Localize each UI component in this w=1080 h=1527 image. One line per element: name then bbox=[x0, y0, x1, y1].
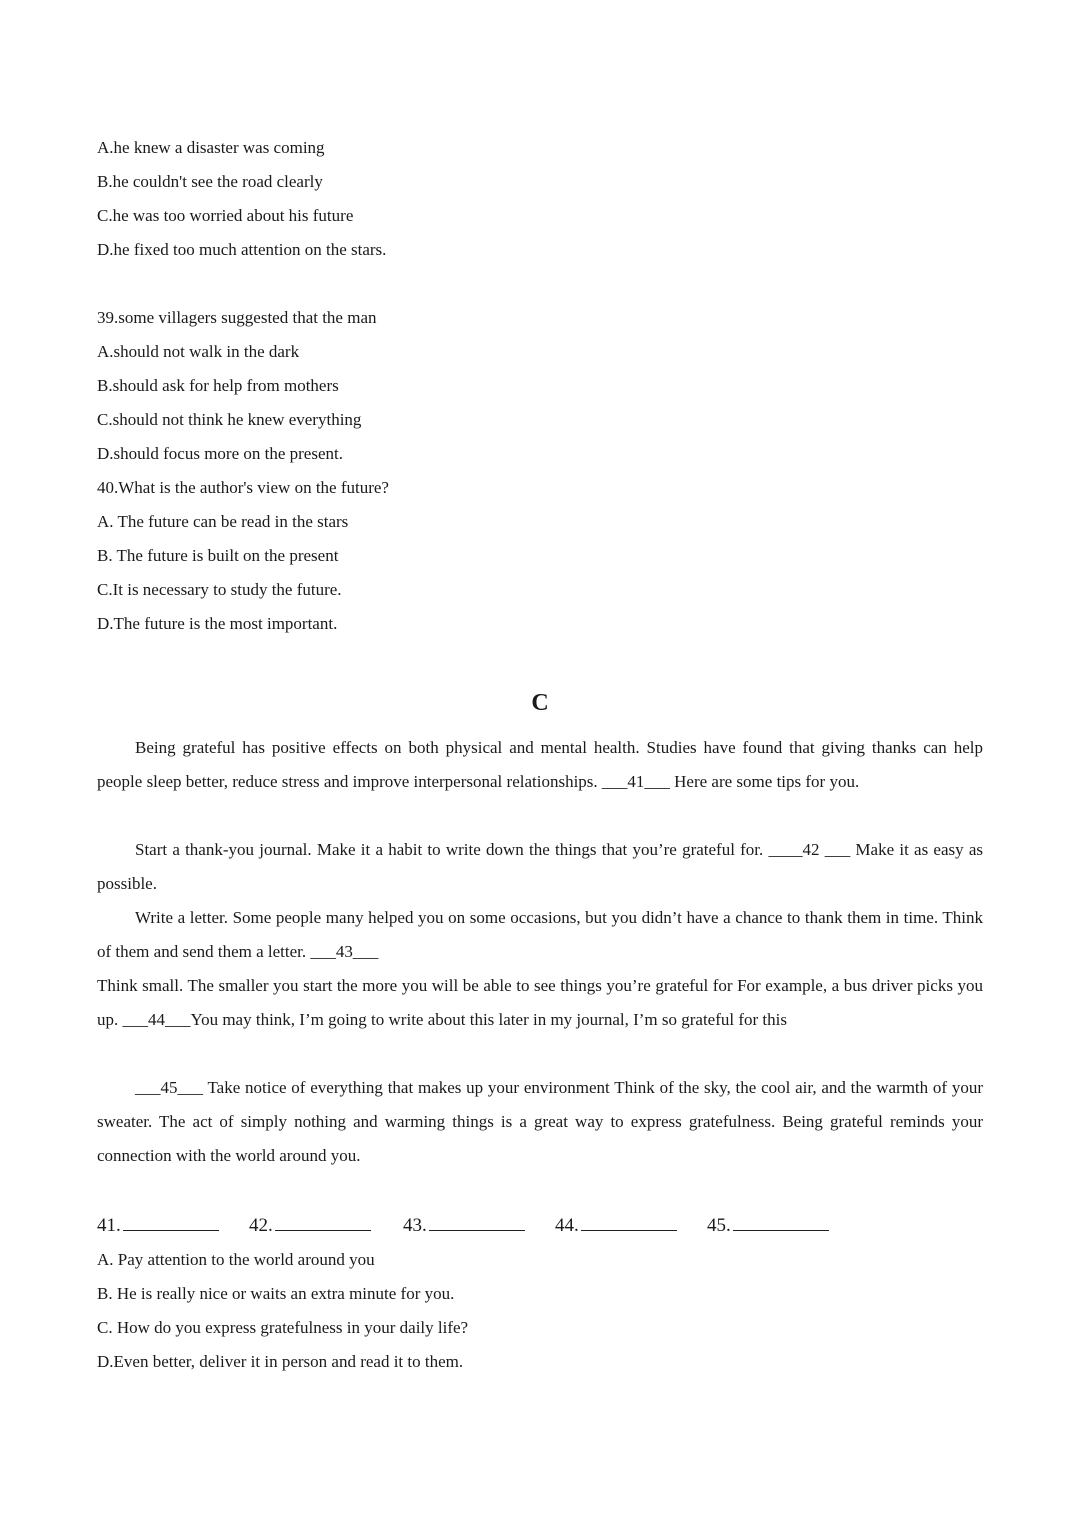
q38-option-a: A.he knew a disaster was coming bbox=[97, 138, 325, 157]
q40-option-b: B. The future is built on the present bbox=[97, 546, 339, 565]
answer-blank-41[interactable] bbox=[97, 1212, 219, 1240]
q40-option-a: A. The future can be read in the stars bbox=[97, 512, 349, 531]
q38-option-b: B.he couldn't see the road clearly bbox=[97, 172, 323, 191]
answer-option-c: C. How do you express gratefulness in your daily life? bbox=[97, 1318, 469, 1337]
q40-option-d: D.The future is the most important. bbox=[97, 614, 338, 633]
passage-paragraph-4: Think small. The smaller you start the more you will be able to see things you’re grateful for For example, a bus driver picks you up. ___44___You may think, I’m going to write about this later in my journal, I’m so grateful for this bbox=[97, 976, 983, 1029]
q40-option-c: C.It is necessary to study the future. bbox=[97, 580, 342, 599]
blank-line bbox=[429, 1229, 525, 1231]
q38-option-d: D.he fixed too much attention on the stars. bbox=[97, 240, 387, 259]
answer-blank-45[interactable] bbox=[707, 1212, 829, 1240]
q39-option-b: B.should ask for help from mothers bbox=[97, 376, 339, 395]
q39-option-a: A.should not walk in the dark bbox=[97, 342, 300, 361]
q39-option-d: D.should focus more on the present. bbox=[97, 444, 343, 463]
blank-number: 41. bbox=[97, 1215, 121, 1236]
answer-blank-42[interactable] bbox=[249, 1212, 371, 1240]
blank-number: 43. bbox=[403, 1215, 427, 1236]
blank-number: 45. bbox=[707, 1215, 731, 1236]
blank-line bbox=[581, 1229, 677, 1231]
answer-blank-44[interactable] bbox=[555, 1212, 677, 1240]
answer-blank-43[interactable] bbox=[403, 1212, 525, 1240]
blank-line bbox=[733, 1229, 829, 1231]
answer-option-b: B. He is really nice or waits an extra minute for you. bbox=[97, 1284, 455, 1303]
section-c-heading: C bbox=[531, 690, 549, 716]
blank-number: 42. bbox=[249, 1215, 273, 1236]
passage-paragraph-2: Start a thank-you journal. Make it a habit to write down the things that you’re grateful for. ____42 ___ Make it as easy as possible. bbox=[97, 840, 983, 893]
q39-option-c: C.should not think he knew everything bbox=[97, 410, 362, 429]
answer-option-a: A. Pay attention to the world around you bbox=[97, 1250, 375, 1269]
q40-stem: 40.What is the author's view on the future? bbox=[97, 478, 389, 497]
passage-paragraph-3: Write a letter. Some people many helped you on some occasions, but you didn’t have a chance to thank them in time. Think of them and send them a letter. ___43___ bbox=[97, 908, 983, 961]
blank-line bbox=[123, 1229, 219, 1231]
passage-paragraph-1: Being grateful has positive effects on both physical and mental health. Studies have found that giving thanks can help people sleep better, reduce stress and improve interpersonal relationships. ___41___ Here are some tips for you. bbox=[97, 738, 983, 791]
q38-option-c: C.he was too worried about his future bbox=[97, 206, 354, 225]
answer-blanks-row bbox=[97, 1212, 983, 1242]
blank-line bbox=[275, 1229, 371, 1231]
answer-option-d: D.Even better, deliver it in person and read it to them. bbox=[97, 1352, 464, 1371]
blank-number: 44. bbox=[555, 1215, 579, 1236]
passage-paragraph-5: ___45___ Take notice of everything that makes up your environment Think of the sky, the cool air, and the warmth of your sweater. The act of simply nothing and warming things is a great way to express gratefulness. Being grateful reminds your connection with the world around you. bbox=[97, 1078, 983, 1165]
q39-stem: 39.some villagers suggested that the man bbox=[97, 308, 377, 327]
